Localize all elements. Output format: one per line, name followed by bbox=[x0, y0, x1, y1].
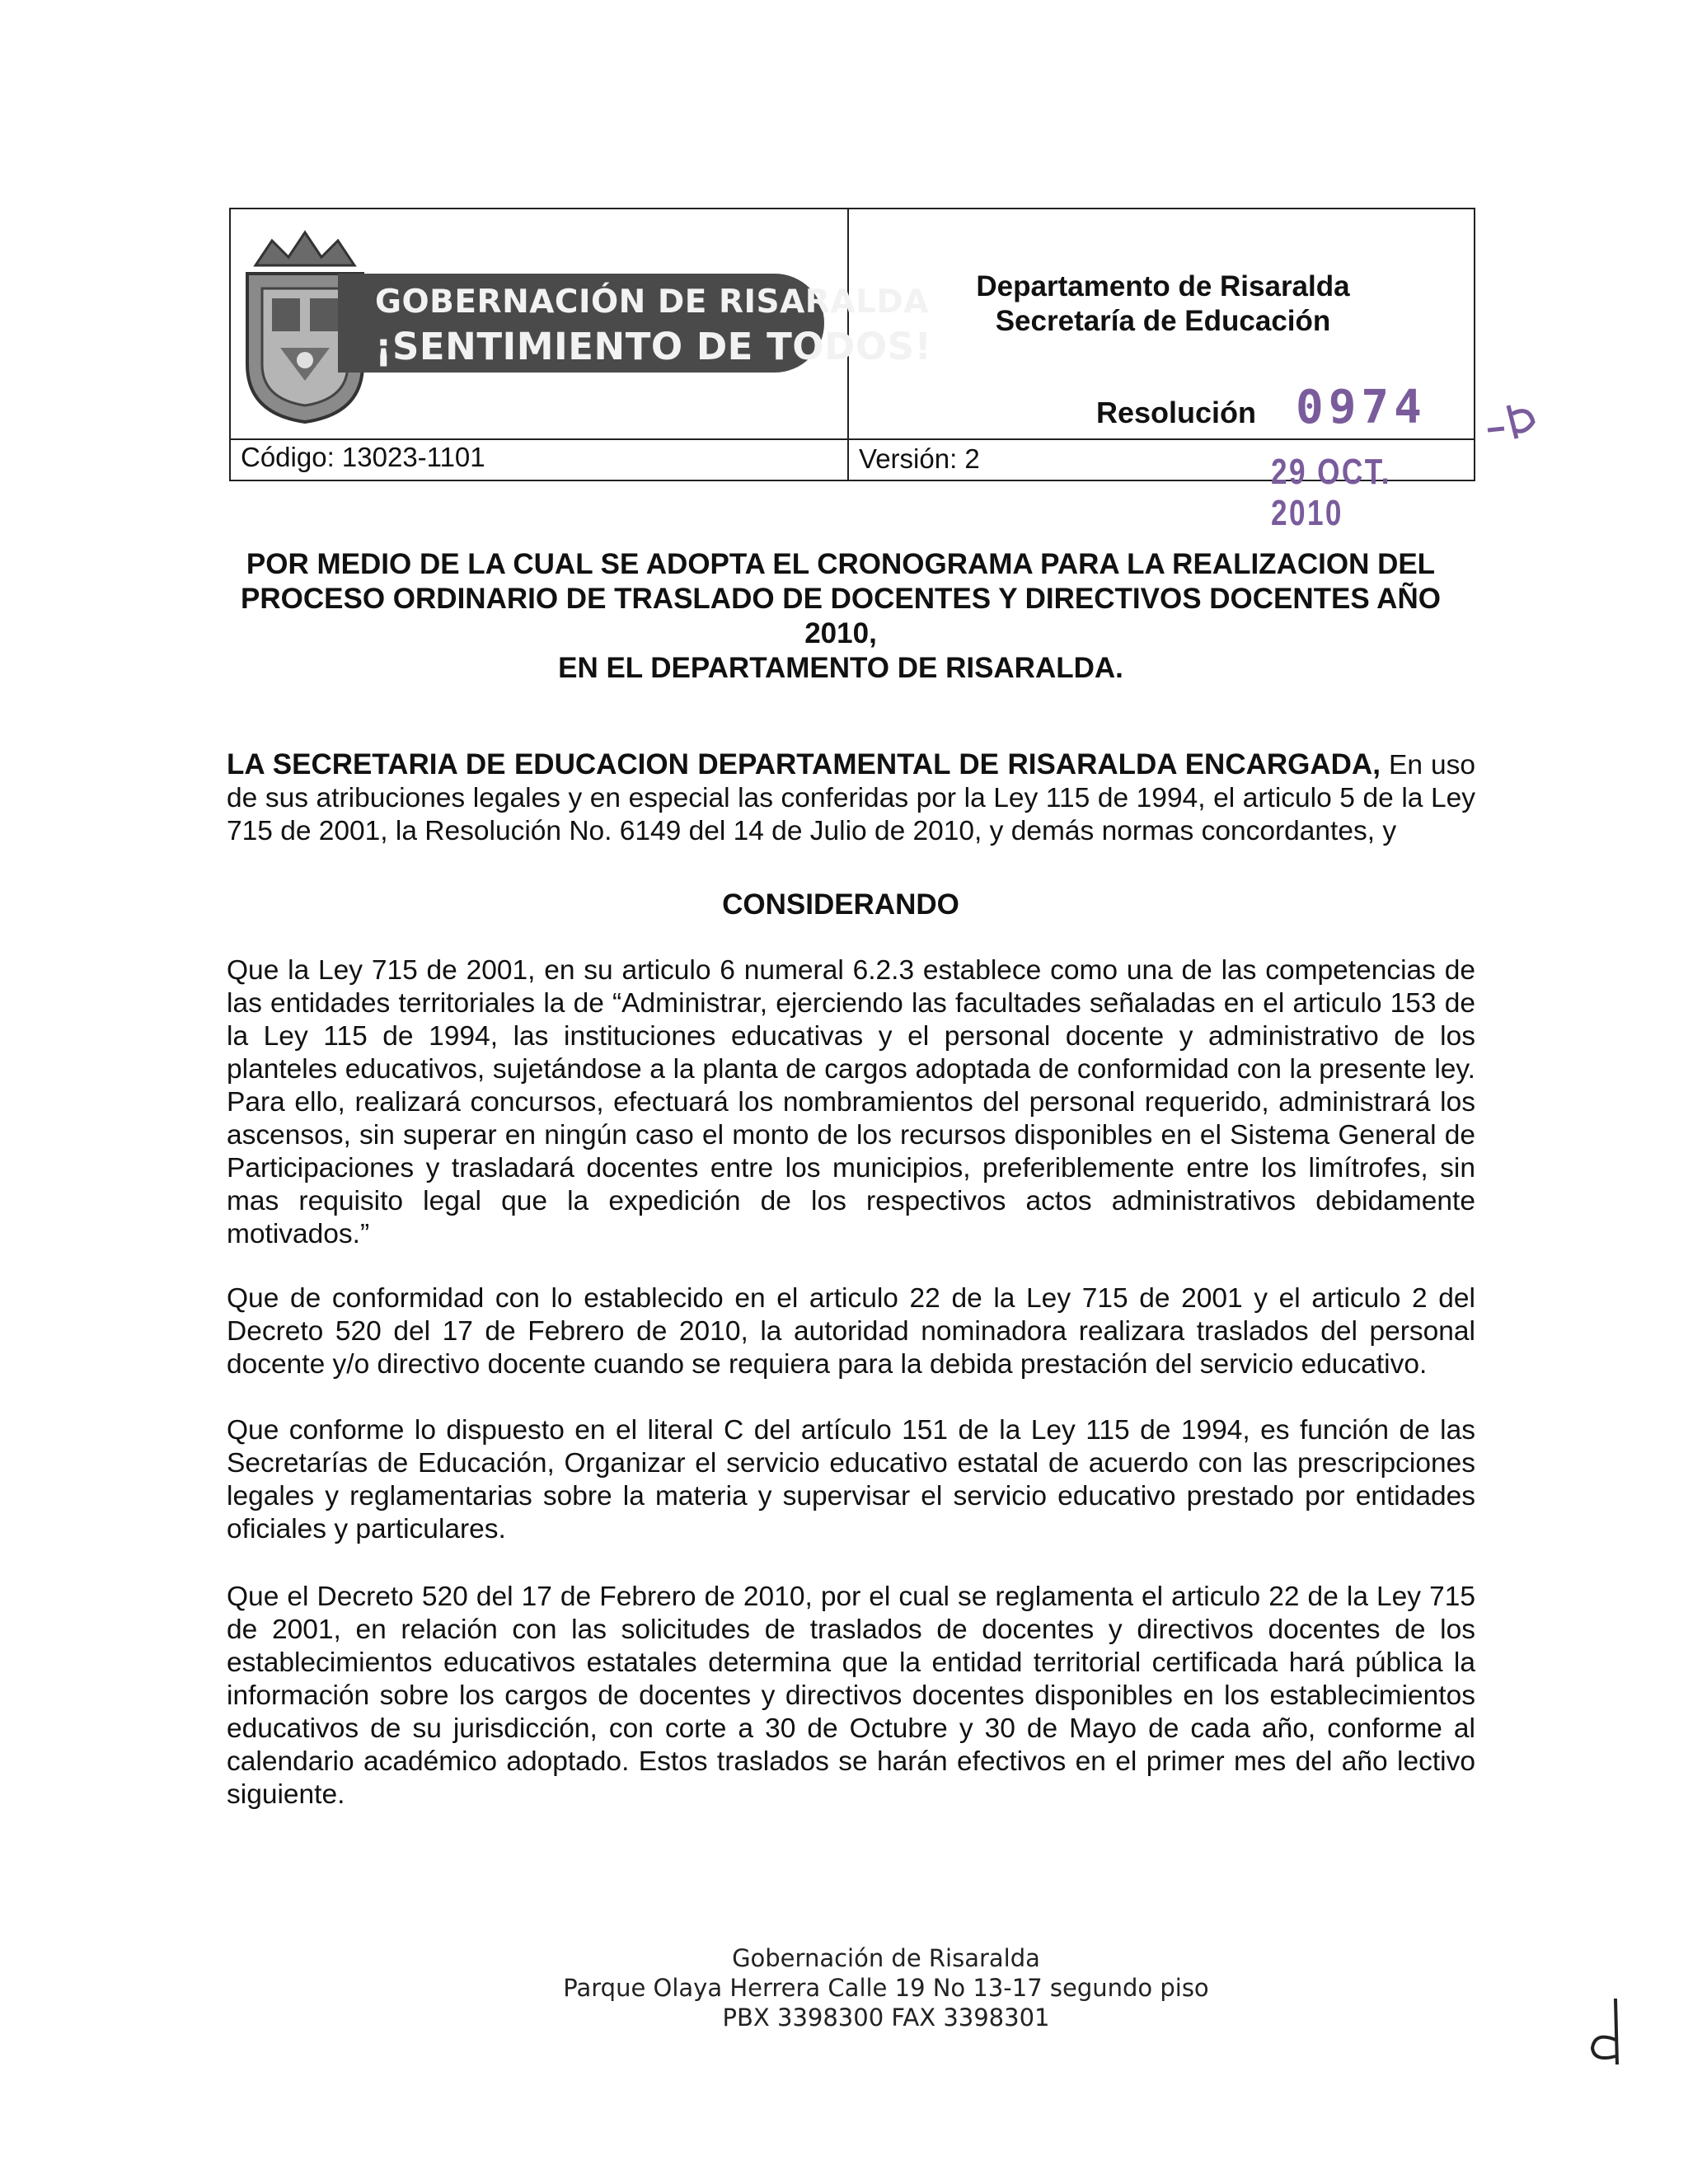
paragraph: Que de conformidad con lo establecido en el articulo 22 de la Ley 715 de 2001 y el articulo 2 del Decreto 520 del 17 de Febrero de 2010, la autoridad nominadora realizara traslados del personal docente y/o directivo docente cuando se requiera para la debida prestación del servicio educativo. bbox=[227, 1283, 1475, 1380]
resolution-number-stamp: 0974 bbox=[1296, 381, 1427, 434]
footer-line: Gobernación de Risaralda bbox=[732, 1944, 1040, 1972]
department-name: Departamento de Risaralda bbox=[976, 270, 1350, 302]
title-line: PROCESO ORDINARIO DE TRASLADO DE DOCENTES Y DIRECTIVOS DOCENTES AÑO 2010, bbox=[241, 583, 1441, 649]
considerando-heading: CONSIDERANDO bbox=[722, 888, 959, 921]
paragraph: Que conforme lo dispuesto en el literal C del artículo 151 de la Ley 115 de 1994, es función de las Secretarías de Educación, Organizar el servicio educativo estatal de acuerdo con las prescripciones legales y reglamentarias sobre la materia y supervisar el servicio educativo prestado por entidades oficiales y particulares. bbox=[227, 1415, 1475, 1544]
page-footer bbox=[412, 1943, 1360, 2032]
resolution-title bbox=[206, 547, 1475, 686]
footer-line: Parque Olaya Herrera Calle 19 No 13-17 segundo piso bbox=[563, 1974, 1209, 2002]
intro-authority: LA SECRETARIA DE EDUCACION DEPARTAMENTAL DE RISARALDA ENCARGADA, bbox=[227, 748, 1381, 780]
intro-paragraph bbox=[227, 748, 1475, 848]
title-line: POR MEDIO DE LA CUAL SE ADOPTA EL CRONOGRAMA PARA LA REALIZACION DEL bbox=[246, 548, 1436, 580]
intro-text: En uso de sus atribuciones legales y en especial las conferidas por la Ley 115 de 1994, el articulo 5 de la Ley 715 de 2001, la Resolución No. 6149 del 14 de Julio de 2010, y demás normas concordantes, y bbox=[227, 750, 1475, 846]
date-stamp: 29 OCT. 2010 bbox=[1271, 452, 1391, 533]
paragraph: Que el Decreto 520 del 17 de Febrero de 2010, por el cual se reglamenta el articulo 22 de la Ley 715 de 2001, en relación con las solicitudes de traslados de docentes y directivos docentes de los establecimientos educativos estatales determina que la entidad territorial certificada hará pública la información sobre los cargos de docentes y directivos docentes disponibles en los establecimientos educativos de su jurisdicción, con corte a 30 de Octubre y 30 de Mayo de cada año, conforme al calendario académico adoptado. Estos traslados se harán efectivos en el primer mes del año lectivo siguiente. bbox=[227, 1582, 1475, 1810]
logo-text-line2: ¡SENTIMIENTO DE TODOS! bbox=[375, 325, 932, 368]
header-table bbox=[229, 208, 1475, 533]
footer-line: PBX 3398300 FAX 3398301 bbox=[722, 2004, 1050, 2032]
document-code: Código: 13023-1101 bbox=[241, 442, 485, 472]
secretariat-name: Secretaría de Educación bbox=[995, 305, 1331, 337]
handwritten-initial-icon bbox=[1582, 1994, 1632, 2069]
table-divider-horizontal bbox=[231, 438, 1474, 440]
title-line: EN EL DEPARTAMENTO DE RISARALDA. bbox=[558, 652, 1123, 684]
document-version: Versión: 2 bbox=[859, 443, 980, 474]
paragraph: Que la Ley 715 de 2001, en su articulo 6 numeral 6.2.3 establece como una de las competencias de las entidades territoriales la de “Administrar, ejerciendo las facultades señaladas en el articulo 153 de la Ley 115 de 1994, las instituciones educativas y el personal docente y administrativo de los planteles educativos, sujetándose a la planta de cargos adoptada de conformidad con la presente ley. Para ello, realizará concursos, efectuará los nombramientos del personal requerido, administrará los ascensos, sin superar en ningún caso el monto de los recursos disponibles en el Sistema General de Participaciones y trasladará docentes entre los municipios, preferiblemente entre los limítrofes, sin mas requisito legal que la expedición de los respectivos actos administrativos debidamente motivados.” bbox=[227, 955, 1475, 1249]
gobernacion-logo bbox=[239, 224, 932, 426]
logo-text-line1: GOBERNACIÓN DE RISARALDA bbox=[375, 284, 929, 321]
resolution-label: Resolución bbox=[1096, 396, 1257, 429]
stamp-mark-icon bbox=[1484, 397, 1541, 447]
